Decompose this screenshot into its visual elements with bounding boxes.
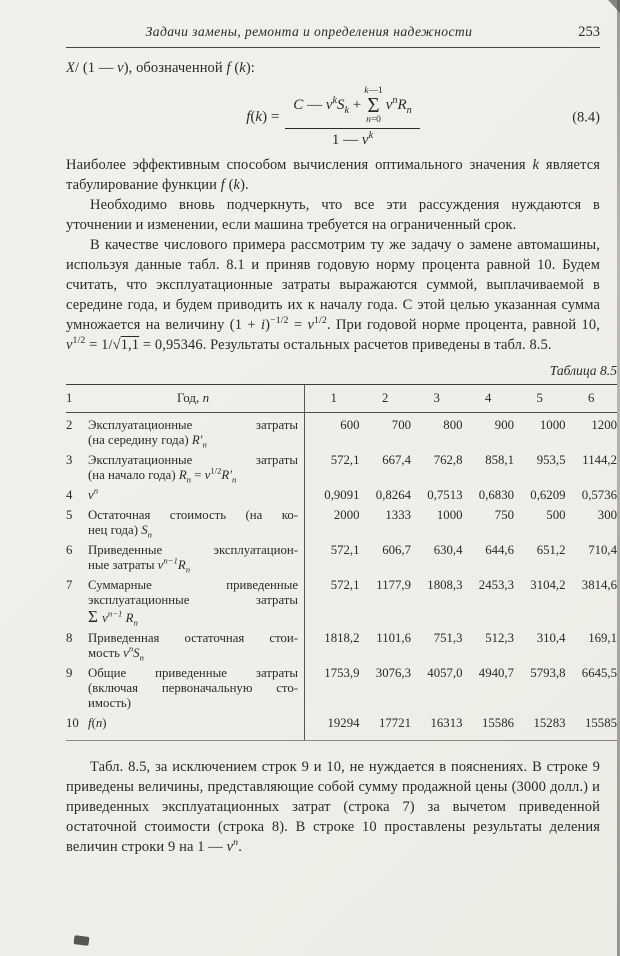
paragraph-example: В качестве числового примера рассмотрим ту же задачу о замене автомашины, используя данные табл. 8.1 и приняв годовую норму процента равной 10. Будем считать, что эксплуатационные затраты выражаются суммой, выплачиваемой в середине года, и будем приводить их к началу года. С этой целью указанная сумма умножается на величину $(1 + i)^{-1/2} = v^{1/2}$. При годовой норме процента, равной 10, $v^{1/2} = 1/√1,1 = 0,95346$. Результаты остальных расчетов приведены в табл. 8.5. (66, 237, 600, 353)
sigma-sum (364, 86, 382, 125)
row-values (308, 418, 617, 433)
table-row (66, 485, 617, 503)
table-cell: 15586 (482, 716, 514, 730)
table-row (66, 453, 617, 483)
paragraph-explanation: Табл. 8.5, за исключением строк 9 и 10, не нуждается в пояснениях. В строке 9 приведены величины, представляющие собой сумму продажной цены (3000 долл.) и приведенных эксплуатационных затрат (строка 7) за вычетом приведенной остаточной стоимости (строка 8). В строке 10 проставлены результаты деления величин строки 9 на 1 — $v^n$. (66, 759, 600, 855)
equation-number: (8.4) (572, 109, 600, 125)
table-row (66, 508, 617, 538)
table-cell: 0,6209 (530, 488, 566, 502)
row-values (308, 716, 617, 731)
page-number: 253 (578, 24, 600, 40)
table-cell: 700 (391, 418, 411, 432)
table-cell: 0,7513 (427, 488, 463, 502)
table-cell: 858,1 (485, 453, 514, 467)
table-cell: 4057,0 (427, 666, 463, 680)
row-number: 6 (66, 543, 73, 557)
table-cell: 1177,9 (376, 578, 411, 592)
table-cell: 1101,6 (376, 631, 411, 645)
row-values (308, 543, 617, 558)
table-cell: 572,1 (330, 578, 360, 592)
row-number: 5 (66, 508, 73, 522)
table-row (66, 578, 617, 626)
table-cell: 0,6830 (478, 488, 514, 502)
row-values (308, 666, 617, 681)
row-values (308, 488, 617, 503)
page-content (66, 54, 617, 857)
table-cell: 15283 (533, 716, 566, 730)
table-cell: 310,4 (536, 631, 566, 645)
table-cell: 1753,9 (324, 666, 360, 680)
table-cell: 762,8 (433, 453, 463, 467)
row-number: 2 (66, 418, 73, 432)
table-vertical-rule (304, 385, 305, 740)
table-row (66, 716, 617, 731)
row-values (308, 631, 617, 646)
stub-column-number: 1 (66, 391, 73, 405)
table-cell: 800 (443, 418, 463, 432)
table-cell: 0,5736 (581, 488, 617, 502)
table-cell: 1144,2 (582, 453, 617, 467)
column-header: 2 (382, 391, 389, 405)
fraction-denominator: 1 — $v^k$ (331, 130, 374, 148)
table-cell: 1333 (385, 508, 411, 522)
table-cell: 600 (340, 418, 360, 432)
table-cell: 3104,2 (530, 578, 566, 592)
table-cell: 1200 (591, 418, 617, 432)
table-cell: 572,1 (330, 543, 360, 557)
row-number: 4 (66, 488, 73, 502)
row-label: Эксплуатационные затраты (на начало года) $R_n = v^{1/2}R'_n$ (88, 453, 298, 485)
table-cell: 644,6 (485, 543, 514, 557)
row-number: 7 (66, 578, 73, 592)
table-cell: 15585 (585, 716, 617, 730)
sigma-icon: Σ (367, 93, 380, 117)
table-cell: 1808,3 (427, 578, 463, 592)
fraction-numerator (285, 86, 419, 129)
row-number: 3 (66, 453, 73, 467)
table-cell: 3076,3 (375, 666, 411, 680)
scan-artifact-corner (608, 0, 620, 13)
table-cell: 1818,2 (324, 631, 360, 645)
table-cell: 667,4 (382, 453, 411, 467)
table-cell: 1000 (436, 508, 463, 522)
fraction (285, 86, 419, 149)
numerator-left: C — $v^kS_k$ + (293, 95, 362, 116)
row-label: Эксплуатационные затраты (на середину года) $R'_n$ (88, 418, 298, 450)
row-values (308, 508, 617, 523)
row-label: Суммарные приведенные эксплуатационные затраты Σ $v^{n-1}$ $R_n$ (88, 578, 298, 628)
stub-column-label: Год, n (176, 390, 210, 405)
column-header: 1 (330, 391, 337, 405)
table-8-5 (66, 384, 617, 741)
paragraph-tabulation: Наиболее эффективным способом вычисления оптимального значения k является табулирование функции f (k). (66, 157, 601, 193)
table-cell: 953,5 (536, 453, 566, 467)
table-cell: 4940,7 (478, 666, 514, 680)
table-cell: 900 (494, 418, 514, 432)
table-row (66, 666, 617, 711)
table-cell: 2453,3 (478, 578, 514, 592)
running-head-title: Задачи замены, ремонта и определения надежности (145, 24, 473, 39)
row-label: $v^n$ (88, 485, 99, 502)
column-header: 3 (433, 391, 440, 405)
table-cell: 19294 (327, 716, 360, 730)
table-cell: 751,3 (433, 631, 463, 645)
table-cell: 630,4 (433, 543, 463, 557)
table-row (66, 631, 617, 661)
column-header: 5 (536, 391, 543, 405)
table-cell: 0,8264 (375, 488, 411, 502)
table-cell: 0,9091 (324, 488, 360, 502)
table-cell: 512,3 (485, 631, 514, 645)
table-cell: 3814,6 (581, 578, 617, 592)
table-cell: 17721 (379, 716, 411, 730)
row-number: 8 (66, 631, 73, 645)
table-cell: 750 (494, 508, 514, 522)
table-cell: 1000 (539, 418, 566, 432)
table-cell: 651,2 (536, 543, 566, 557)
row-number: 9 (66, 666, 73, 680)
table-row (66, 543, 617, 573)
row-label: Приведенные эксплуатацион- ные затраты $v^{n-1}R_n$ (88, 543, 298, 575)
table-cell: 606,7 (382, 543, 411, 557)
column-header: 4 (485, 391, 492, 405)
table-cell: 300 (597, 508, 617, 522)
table-row (66, 418, 617, 448)
scan-artifact-blob (74, 935, 90, 946)
table-cell: 5793,8 (530, 666, 566, 680)
row-number: 10 (66, 716, 79, 730)
column-header: 6 (588, 391, 595, 405)
row-values (308, 578, 617, 593)
table-cell: 500 (546, 508, 566, 522)
table-cell: 16313 (430, 716, 463, 730)
table-header-row (66, 385, 617, 413)
paragraph-intro: X/ (1 — v), обозначенной f (k): (66, 60, 255, 76)
table-cell: 710,4 (588, 543, 617, 557)
row-label: f(n) (88, 716, 107, 730)
running-head (66, 24, 600, 48)
numerator-right: $v^nR_n$ (385, 95, 412, 116)
paragraph-note: Необходимо вновь подчеркнуть, что все эти рассуждения нуждаются в уточнении и изменении, если машина требуется на ограниченный срок. (66, 197, 600, 233)
sum-lower-limit: n=0 (366, 115, 381, 125)
table-body (66, 413, 617, 731)
equation-8-4 (66, 86, 600, 149)
table-cell: 2000 (333, 508, 360, 522)
row-label: Общие приведенные затраты (включая первоначальную сто- имость) (88, 666, 298, 710)
equation-lhs: f(k) = (246, 109, 280, 125)
row-label: Приведенная остаточная стои- мость $v^nS_n$ (88, 631, 298, 663)
sum-upper-limit: k—1 (364, 86, 383, 96)
row-label: Остаточная стоимость (на ко- нец года) $S_n$ (88, 508, 298, 540)
table-caption: Таблица 8.5 (549, 363, 617, 378)
row-values (308, 453, 617, 468)
table-col-headers (308, 391, 617, 406)
table-cell: 572,1 (330, 453, 360, 467)
table-cell: 6645,5 (581, 666, 617, 680)
table-cell: 169,1 (588, 631, 617, 645)
